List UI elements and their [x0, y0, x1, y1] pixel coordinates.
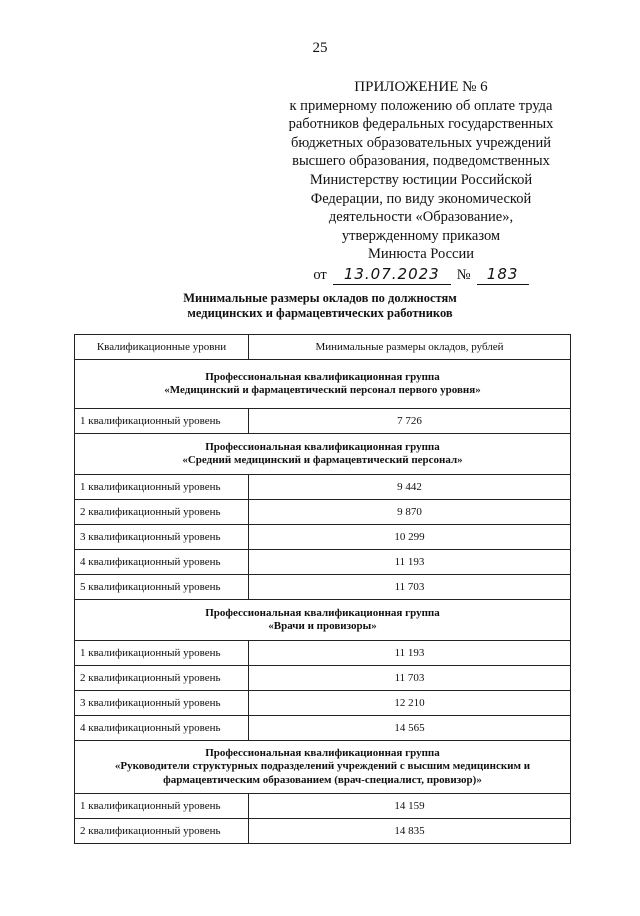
- table-row: [75, 666, 571, 691]
- table-title-line: Минимальные размеры окладов по должностям: [183, 291, 457, 305]
- order-date: 13.07.2023: [333, 265, 451, 285]
- salary-cell: 12 210: [249, 691, 571, 716]
- from-label: от: [313, 266, 327, 283]
- group-name: «Руководители структурных подразделений учреждений с высшим медицинским и: [114, 760, 531, 773]
- level-cell: 1 квалификационный уровень: [75, 794, 249, 819]
- group-label: Профессиональная квалификационная группа: [205, 746, 440, 759]
- group-header-row: [75, 434, 571, 475]
- level-cell: 1 квалификационный уровень: [75, 409, 249, 434]
- annex-line: высшего образования, подведомственных: [292, 153, 550, 170]
- level-cell: 1 квалификационный уровень: [75, 475, 249, 500]
- group-name-continued: фармацевтическим образованием (врач-специалист, провизор)»: [163, 773, 482, 786]
- group-header: [75, 360, 571, 409]
- column-header-level: Квалификационные уровни: [75, 335, 249, 360]
- table-header-row: [75, 335, 571, 360]
- level-cell: 2 квалификационный уровень: [75, 666, 249, 691]
- group-header: [75, 434, 571, 475]
- annex-line: Федерации, по виду экономической: [310, 190, 532, 207]
- group-header-row: [75, 600, 571, 641]
- annex-line: деятельности «Образование»,: [328, 209, 514, 226]
- annex-line: утвержденному приказом: [341, 227, 501, 244]
- salary-cell: 14 565: [249, 716, 571, 741]
- table-row: [75, 550, 571, 575]
- level-cell: 3 квалификационный уровень: [75, 691, 249, 716]
- salary-cell: 9 442: [249, 475, 571, 500]
- group-header-row: [75, 741, 571, 794]
- level-cell: 3 квалификационный уровень: [75, 525, 249, 550]
- group-header: [75, 600, 571, 641]
- level-cell: 5 квалификационный уровень: [75, 575, 249, 600]
- table-row: [75, 500, 571, 525]
- salary-cell: 14 159: [249, 794, 571, 819]
- page-number: 25: [312, 40, 328, 56]
- group-label: Профессиональная квалификационная группа: [205, 440, 440, 453]
- salary-cell: 10 299: [249, 525, 571, 550]
- annex-line: к примерному положению об оплате труда: [289, 97, 553, 114]
- table-row: [75, 409, 571, 434]
- group-label: Профессиональная квалификационная группа: [205, 606, 440, 619]
- annex-header: [276, 78, 566, 285]
- group-name: «Врачи и провизоры»: [268, 620, 377, 632]
- group-header-row: [75, 360, 571, 409]
- annex-title: ПРИЛОЖЕНИЕ № 6: [354, 79, 488, 95]
- salary-table: [74, 334, 571, 844]
- salary-cell: 11 193: [249, 641, 571, 666]
- salary-cell: 7 726: [249, 409, 571, 434]
- order-reference: [276, 265, 566, 285]
- level-cell: 2 квалификационный уровень: [75, 819, 249, 844]
- salary-cell: 9 870: [249, 500, 571, 525]
- group-name: «Медицинский и фармацевтический персонал первого уровня»: [164, 384, 481, 396]
- salary-cell: 11 193: [249, 550, 571, 575]
- salary-cell: 11 703: [249, 666, 571, 691]
- annex-line: Министерству юстиции Российской: [309, 171, 533, 188]
- column-header-salary: Минимальные размеры окладов, рублей: [249, 335, 571, 360]
- order-number: 183: [477, 265, 529, 285]
- salary-cell: 14 835: [249, 819, 571, 844]
- table-row: [75, 525, 571, 550]
- table-row: [75, 575, 571, 600]
- level-cell: 1 квалификационный уровень: [75, 641, 249, 666]
- group-label: Профессиональная квалификационная группа: [205, 370, 440, 383]
- table-row: [75, 819, 571, 844]
- level-cell: 4 квалификационный уровень: [75, 716, 249, 741]
- table-row: [75, 691, 571, 716]
- annex-line: бюджетных образовательных учреждений: [290, 134, 552, 151]
- annex-line: Минюста России: [368, 246, 474, 263]
- group-name: «Средний медицинский и фармацевтический персонал»: [182, 454, 463, 466]
- annex-line: работников федеральных государственных: [288, 116, 554, 133]
- table-row: [75, 475, 571, 500]
- salary-cell: 11 703: [249, 575, 571, 600]
- number-label: №: [456, 266, 471, 283]
- table-row: [75, 641, 571, 666]
- level-cell: 2 квалификационный уровень: [75, 500, 249, 525]
- table-row: [75, 794, 571, 819]
- group-header: [75, 741, 571, 794]
- level-cell: 4 квалификационный уровень: [75, 550, 249, 575]
- table-title-line: медицинских и фармацевтических работников: [187, 306, 453, 320]
- table-title: [60, 291, 580, 321]
- table-row: [75, 716, 571, 741]
